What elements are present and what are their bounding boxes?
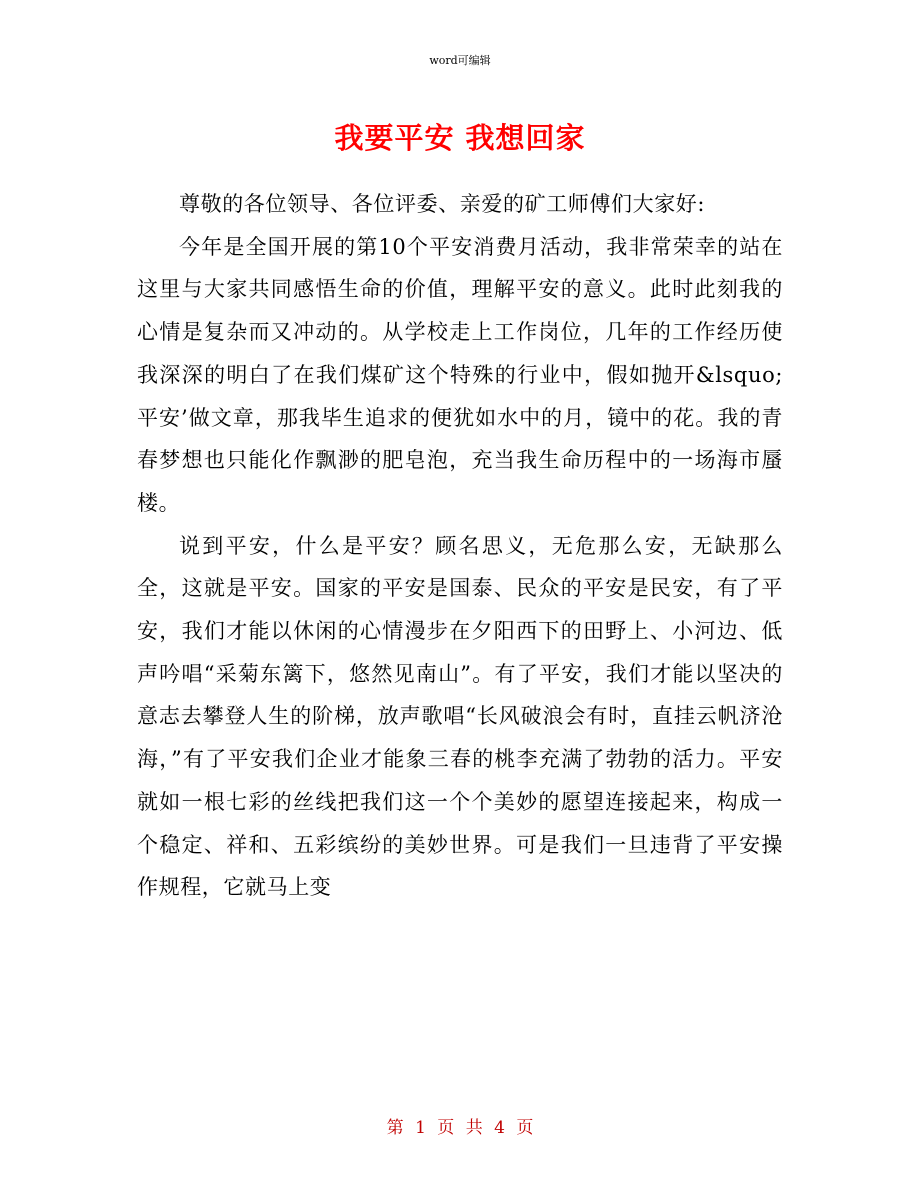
document-title: 我要平安 我想回家 [334,121,586,155]
paragraph-greeting: 尊敬的各位领导、各位评委、亲爱的矿工师傅们大家好: [179,192,706,216]
page-number: 第 1 页 共 4 页 [386,1118,534,1138]
paragraph-meaning-of-safety: 说到平安，什么是平安？顾名思义，无危那么安，无缺那么全，这就是平安。国家的平安是国泰、民众的平安是民安，有了平安，我们才能以休闲的心情漫步在夕阳西下的田野上、小河边、低声吟唱“采菊东篱下，悠然见南山”。有了平安，我们才能以坚决的意志去攀登人生的阶梯，放声歌唱“长风破浪会有时，直挂云帆济沧海，”有了平安我们企业才能象三春的桃李充满了勃勃的活力。平安就如一根七彩的丝线把我们这一个个美妙的愿望连接起来，构成一个稳定、祥和、五彩缤纷的美妙世界。可是我们一旦违背了平安操作规程，它就马上变 [137,533,783,900]
header-note: word可编辑 [429,54,491,67]
paragraph-introduction: 今年是全国开展的第10个平安消费月活动，我非常荣幸的站在这里与大家共同感悟生命的价值，理解平安的意义。此时此刻我的心情是复杂而又冲动的。从学校走上工作岗位，几年的工作经历使我深深的明白了在我们煤矿这个特殊的行业中，假如抛开&lsquo;平安’做文章，那我毕生追求的便犹如水中的月，镜中的花。我的青春梦想也只能化作飘渺的肥皂泡，充当我生命历程中的一场海市蜃楼。 [137,234,783,515]
document-body [137,183,783,909]
